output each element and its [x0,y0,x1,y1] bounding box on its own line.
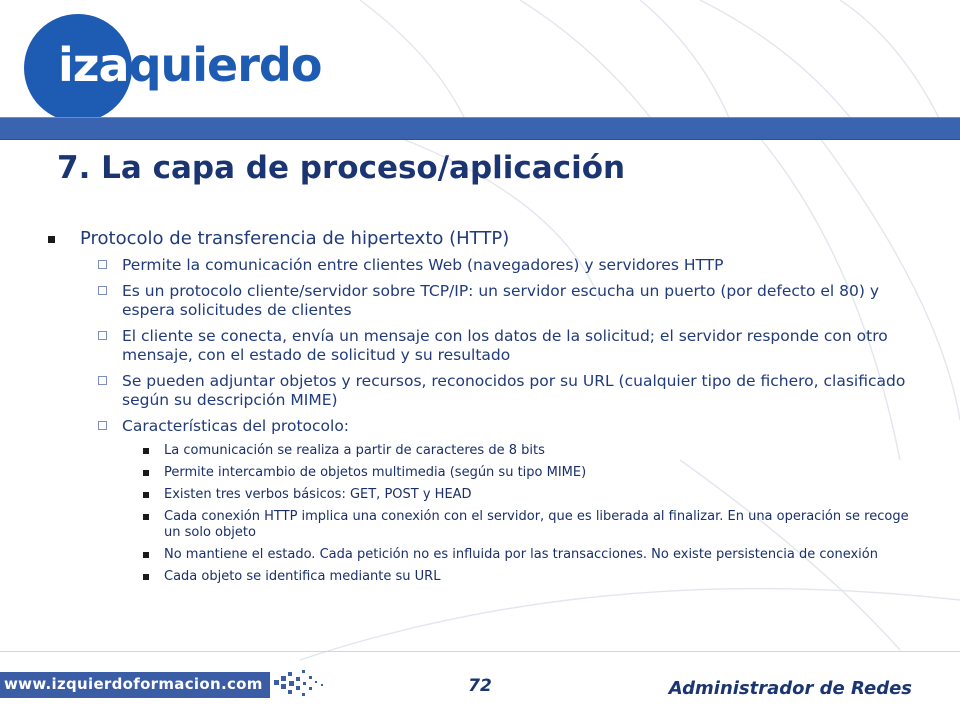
bullet-level3 [46,547,926,563]
bullet-level3 [46,509,926,541]
square-bullet-icon [143,574,149,580]
bullet-text: Cada objeto se identifica mediante su URL [164,569,441,584]
bullet-text: Características del protocolo: [122,417,350,435]
slide-content [46,228,926,591]
course-label: Administrador de Redes [668,678,912,699]
square-bullet-icon [48,236,55,243]
bullet-level2 [46,327,926,365]
hollow-square-bullet-icon [98,421,107,430]
slide-title: 7. La capa de proceso/aplicación [57,150,626,186]
company-logo [24,14,322,126]
header-band [0,117,960,140]
bullet-text: Permite la comunicación entre clientes Web (navegadores) y servidores HTTP [122,256,724,274]
bullet-level2 [46,282,926,320]
square-bullet-icon [143,514,149,520]
square-bullet-icon [143,492,149,498]
bullet-text: La comunicación se realiza a partir de caracteres de 8 bits [164,443,545,458]
bullet-level3 [46,465,926,481]
hollow-square-bullet-icon [98,260,107,269]
logo-wordmark: izaquierdo [58,38,322,92]
bullet-level3 [46,487,926,503]
bullet-text: Protocolo de transferencia de hipertexto (HTTP) [80,228,510,249]
hollow-square-bullet-icon [98,331,107,340]
bullet-text: El cliente se conecta, envía un mensaje con los datos de la solicitud; el servidor responde con otro mensaje, con el estado de solicitud y su resultado [122,327,888,364]
hollow-square-bullet-icon [98,376,107,385]
bullet-text: Es un protocolo cliente/servidor sobre TCP/IP: un servidor escucha un puerto (por defecto el 80) y espera solicitudes de clientes [122,282,880,319]
square-bullet-icon [143,552,149,558]
bullet-level3 [46,569,926,585]
hollow-square-bullet-icon [98,286,107,295]
bullet-level2 [46,256,926,275]
footer-divider [0,651,960,652]
bullet-text: No mantiene el estado. Cada petición no es influida por las transacciones. No existe persistencia de conexión [164,547,878,562]
dots-decoration-icon [272,668,328,702]
page-number: 72 [468,676,492,696]
bullet-level2 [46,372,926,410]
bullet-level2 [46,417,926,436]
bullet-level1 [46,228,926,250]
bullet-text: Existen tres verbos básicos: GET, POST y HEAD [164,487,472,502]
bullet-text: Permite intercambio de objetos multimedia (según su tipo MIME) [164,465,587,480]
footer-url: www.izquierdoformacion.com [4,675,263,693]
bullet-level3 [46,443,926,459]
bullet-text: Cada conexión HTTP implica una conexión con el servidor, que es liberada al finalizar. En una operación se recoge un solo objeto [164,509,909,540]
bullet-text: Se pueden adjuntar objetos y recursos, reconocidos por su URL (cualquier tipo de fichero, clasificado según su descripción MIME) [122,372,906,409]
square-bullet-icon [143,470,149,476]
square-bullet-icon [143,448,149,454]
